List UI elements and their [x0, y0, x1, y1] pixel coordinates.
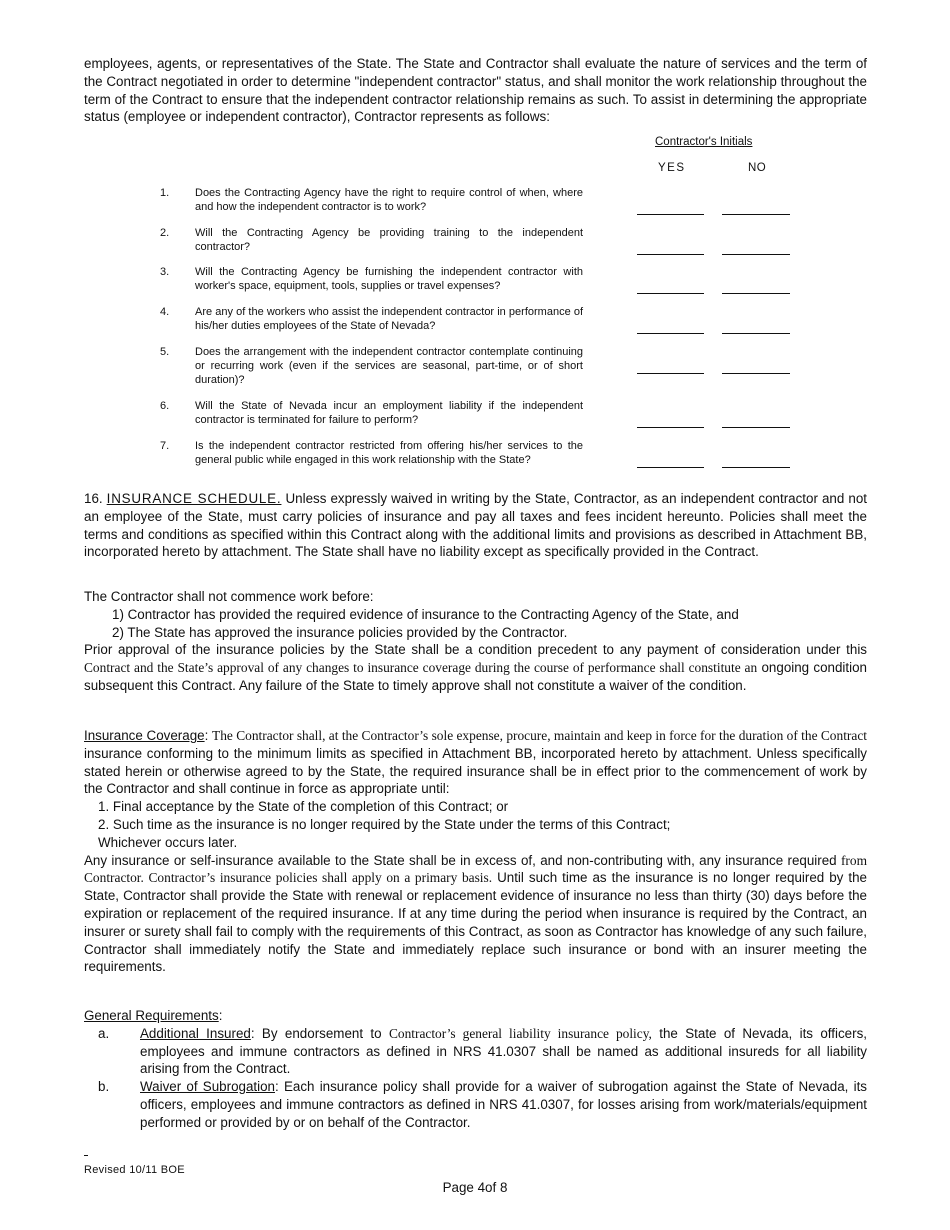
excess-text-end: Until such time as the insurance is no longer required by the State, Contractor shall provide the State with renewal or replacement evidence of insurance no less than thirty (30) days before the expiration or replacement of the required insurance. If at any time during the period when insurance is required by the Contract, an insurer or surety shall fail to comply with the requirements of this Contract, as soon as Contractor has knowledge of any such failure, Contractor shall immediately notify the State and immediately replace such insurance or bond with an insurer meeting the requirements.: [84, 870, 867, 975]
no-initials-line[interactable]: [722, 427, 790, 428]
excess-insurance-paragraph: [84, 852, 867, 977]
coverage-item-3: Whichever occurs later.: [98, 834, 238, 850]
no-initials-line[interactable]: [722, 467, 790, 468]
page-number: Page 4of 8: [442, 1180, 508, 1195]
yes-initials-line[interactable]: [637, 427, 704, 428]
coverage-item-1: 1. Final acceptance by the State of the completion of this Contract; or: [98, 799, 509, 815]
prior-approval-paragraph: [84, 641, 867, 694]
coverage-title: Insurance Coverage: [84, 728, 205, 743]
commence-item-1: 1) Contractor has provided the required evidence of insurance to the Contracting Agency of the State, and: [112, 606, 739, 622]
requirement-title: Waiver of Subrogation: [140, 1079, 275, 1095]
no-initials-line[interactable]: [722, 254, 790, 255]
question-7: [0, 439, 950, 479]
commence-work-section: [84, 588, 867, 695]
coverage-paragraph: [84, 727, 867, 798]
question-number: 5.: [160, 346, 170, 358]
question-5: [0, 345, 950, 395]
no-initials-line[interactable]: [722, 333, 790, 334]
insurance-schedule-section: [84, 490, 867, 561]
requirement-marker: b.: [98, 1079, 110, 1095]
requirement-serif-text: Contractor’s general liability insurance policy,: [388, 1025, 652, 1041]
question-text: Does the Contracting Agency have the right to require control of when, where and how the independent contractor is to work?: [195, 187, 583, 213]
coverage-serif-text: The Contractor shall, at the Contractor’s sole expense, procure, maintain and keep in force for the duration of the Contract: [212, 728, 867, 743]
no-column-header: NO: [748, 162, 767, 174]
coverage-text: insurance conforming to the minimum limits as specified in Attachment BB, incorporated hereto by attachment. Unless specifically stated herein or otherwise agreed to by the State, the required insurance shall be in effect prior to the commencement of work by the Contractor and shall continue in force as appropriate until:: [84, 745, 867, 797]
question-text: Is the independent contractor restricted from offering his/her services to the general public while engaged in this work relationship with the State?: [195, 440, 583, 466]
intro-paragraph: employees, agents, or representatives of the State. The State and Contractor shall evaluate the nature of services and the term of the Contract negotiated in order to determine "independent contractor" status, and shall monitor the work relationship throughout the term of the Contract to ensure that the independent contractor relationship remains as such. To assist in determining the appropriate status (employee or independent contractor), Contractor represents as follows:: [84, 56, 867, 125]
section-title: INSURANCE SCHEDULE.: [106, 491, 282, 506]
requirement-text: the State of Nevada, its officers, employees and immune contractors as defined in NRS 41.0307 shall be named as additional insureds for all liability arising from the Contract.: [140, 1025, 868, 1077]
general-requirements-section: [84, 1007, 867, 1132]
question-text: Will the Contracting Agency be furnishing the independent contractor with worker's space, equipment, tools, supplies or travel expenses?: [195, 266, 583, 292]
yes-initials-line[interactable]: [637, 333, 704, 334]
requirement-marker: a.: [98, 1025, 110, 1041]
question-text: Will the State of Nevada incur an employment liability if the independent contractor is terminated for failure to perform?: [195, 400, 583, 426]
question-number: 4.: [160, 306, 170, 318]
footer-rule: [84, 1155, 88, 1156]
question-number: 2.: [160, 227, 170, 239]
requirement-body: [140, 1078, 867, 1131]
yes-initials-line[interactable]: [637, 373, 704, 374]
no-initials-line[interactable]: [722, 373, 790, 374]
yes-column-header: YES: [658, 162, 686, 174]
contractors-initials-header: Contractor's Initials: [655, 136, 753, 148]
requirement-title: Additional Insured: [140, 1025, 251, 1041]
insurance-schedule-paragraph: [84, 490, 867, 561]
yes-initials-line[interactable]: [637, 293, 704, 294]
prior-approval-serif-text: Contract and the State’s approval of any changes to insurance coverage during the course of performance shall constitute an: [84, 660, 758, 676]
requirement-lead: : By endorsement to: [250, 1025, 389, 1041]
question-4: [0, 305, 950, 345]
yes-initials-line[interactable]: [637, 254, 704, 255]
revised-note: Revised 10/11 BOE: [84, 1164, 185, 1176]
requirement-a: [84, 1025, 867, 1078]
question-number: 6.: [160, 400, 170, 412]
section-number: 16.: [84, 491, 107, 506]
section-body: Unless expressly waived in writing by the State, Contractor, as an independent contractor and not an employee of the State, must carry policies of insurance and pay all taxes and fees incident hereunto. Policies shall meet the terms and conditions as specified within this Contract along with the additional limits and provisions as described in Attachment BB, incorporated hereto by attachment. The State shall have no liability except as specifically provided in the Contract.: [84, 491, 867, 560]
insurance-coverage-section: [84, 727, 867, 976]
question-6: [0, 399, 950, 439]
question-text: Does the arrangement with the independent contractor contemplate continuing or recurring work (even if the services are seasonal, part-time, or of short duration)?: [195, 346, 583, 386]
yes-initials-line[interactable]: [637, 214, 704, 215]
requirement-lead: : Each insurance policy shall provide for a waiver of subrogation against the State of Nevada, its officers, employees and immune contractors as defined in NRS 41.0307, for losses arising from work/materials/equipment performed or provided by or on behalf of the Contractor.: [140, 1079, 867, 1130]
question-2: [0, 226, 950, 266]
question-number: 7.: [160, 440, 170, 452]
excess-text: Any insurance or self-insurance available to the State shall be in excess of, and non-contributing with, any insurance required: [84, 852, 841, 868]
excess-serif-text: from Contractor. Contractor’s insurance policies shall apply on a primary basis.: [84, 852, 867, 886]
question-text: Will the Contracting Agency be providing training to the independent contractor?: [195, 227, 583, 253]
general-requirements-heading: [84, 1007, 867, 1025]
intro-section: [84, 55, 867, 126]
question-number: 1.: [160, 187, 170, 199]
prior-approval-text: Prior approval of the insurance policies by the State shall be a condition precedent to any payment of consideration under this: [84, 642, 867, 658]
commence-item-2: 2) The State has approved the insurance policies provided by the Contractor.: [112, 624, 568, 640]
yes-initials-line[interactable]: [637, 467, 704, 468]
requirement-body: [140, 1025, 867, 1078]
question-text: Are any of the workers who assist the independent contractor in performance of his/her duties employees of the State of Nevada?: [195, 306, 583, 332]
no-initials-line[interactable]: [722, 214, 790, 215]
general-requirements-title: General Requirements: [84, 1008, 219, 1023]
question-number: 3.: [160, 266, 170, 278]
prior-approval-text-end: ongoing condition subsequent this Contract. Any failure of the State to timely approve shall not constitute a waiver of the condition.: [84, 660, 867, 693]
question-3: [0, 265, 950, 305]
requirement-b: [84, 1078, 867, 1131]
general-requirements-colon: :: [218, 1008, 223, 1023]
question-1: [0, 186, 950, 226]
coverage-item-2: 2. Such time as the insurance is no longer required by the State under the terms of this Contract;: [98, 816, 671, 832]
commence-lead: The Contractor shall not commence work before:: [84, 589, 374, 604]
no-initials-line[interactable]: [722, 293, 790, 294]
coverage-colon: :: [204, 728, 213, 743]
